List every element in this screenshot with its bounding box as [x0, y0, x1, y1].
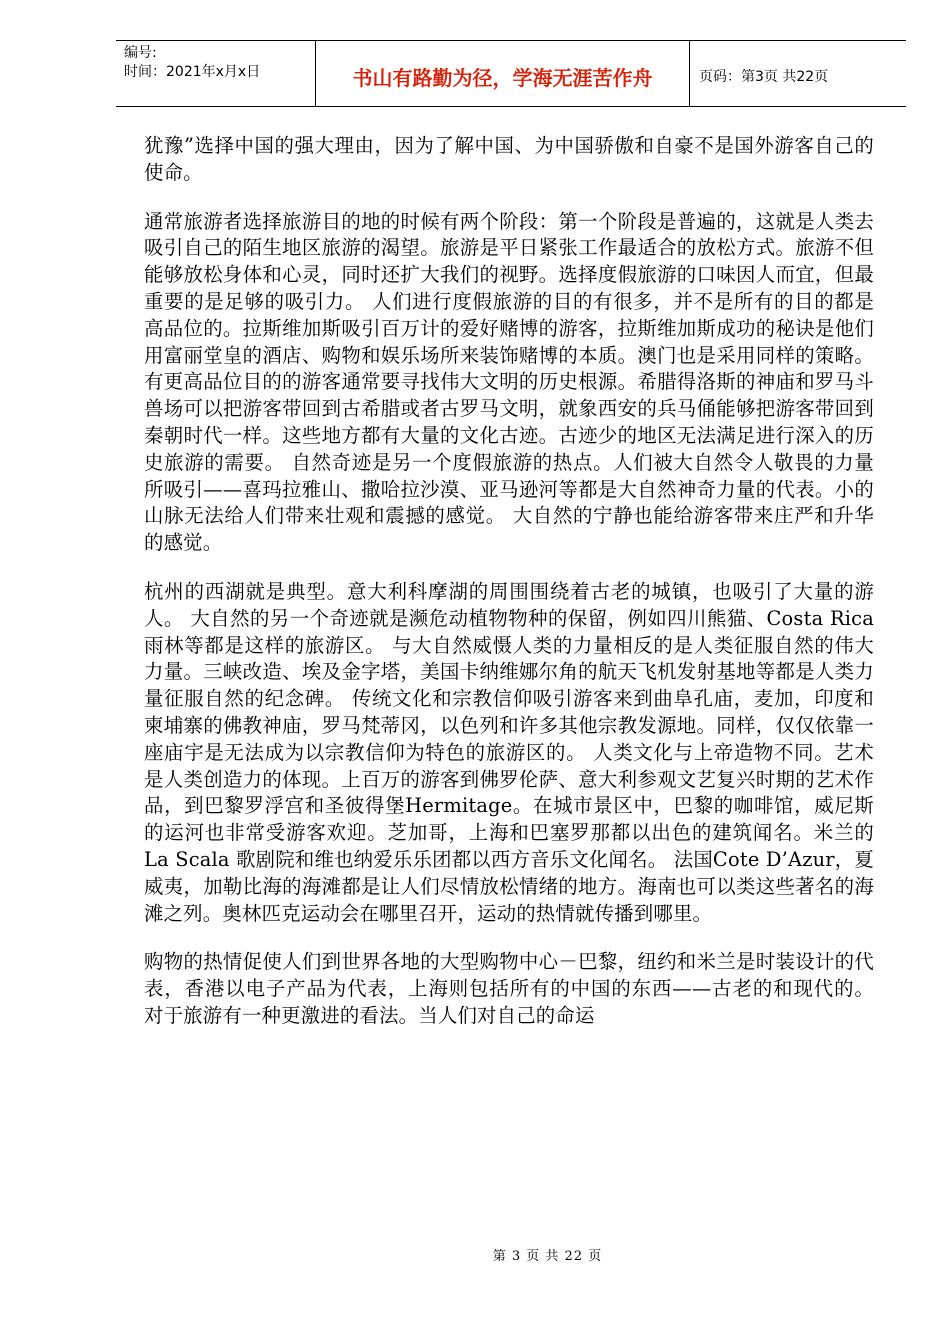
body-paragraph: 通常旅游者选择旅游目的地的时候有两个阶段：第一个阶段是普遍的，这就是人类去吸引自己的陌生地区旅游的渴望。旅游是平日紧张工作最适合的放松方式。旅游不但能够放松身体和心灵，同时还扩大我们的视野。选择度假旅游的口味因人而宜，但最重要的是足够的吸引力。 人们进行度假旅游的目的有很多，并不是所有的目的都是高品位的。拉斯维加斯吸引百万计的爱好赌博的游客，拉斯维加斯成功的秘诀是他们用富丽堂皇的酒店、购物和娱乐场所来装饰赌博的本质。澳门也是采用同样的策略。 有更高品位目的的游客通常要寻找伟大文明的历史根源。希腊得洛斯的神庙和罗马斗兽场可以把游客带回到古希腊或者古罗马文明，就象西安的兵马俑能够把游客带回到秦朝时代一样。这些地方都有大量的文化古迹。古迹少的地区无法满足进行深入的历史旅游的需要。 自然奇迹是另一个度假旅游的热点。人们被大自然令人敬畏的力量所吸引——喜玛拉雅山、撒哈拉沙漠、亚马逊河等都是大自然神奇力量的代表。小的山脉无法给人们带来壮观和震撼的感觉。 大自然的宁静也能给游客带来庄严和升华的感觉。: [144, 209, 874, 555]
body-paragraph: 购物的热情促使人们到世界各地的大型购物中心－巴黎，纽约和米兰是时装设计的代表，香港以电子产品为代表，上海则包括所有的中国的东西——古老的和现代的。 对于旅游有一种更激进的看法。当人们对自己的命运: [144, 950, 874, 1027]
document-number-label: 编号:: [124, 45, 157, 61]
header-motto: 书山有路勤为径，学海无涯苦作舟: [316, 41, 690, 106]
body-paragraph: 杭州的西湖就是典型。意大利科摩湖的周围围绕着古老的城镇，也吸引了大量的游人。 大自然的另一个奇迹就是濒危动植物物种的保留，例如四川熊猫、Costa Rica雨林等都是这样的旅游区。 与大自然威慑人类的力量相反的是人类征服自然的伟大力量。三峡改造、埃及金字塔，美国卡纳维娜尔角的航天飞机发射基地等都是人类力量征服自然的纪念碑。 传统文化和宗教信仰吸引游客来到曲阜孔庙，麦加，印度和柬埔寨的佛教神庙，罗马梵蒂冈，以色列和许多其他宗教发源地。同样，仅仅依靠一座庙宇是无法成为以宗教信仰为特色的旅游区的。 人类文化与上帝造物不同。艺术是人类创造力的体现。上百万的游客到佛罗伦萨、意大利参观文艺复兴时期的艺术作品，到巴黎罗浮宫和圣彼得堡Hermitage。在城市景区中，巴黎的咖啡馆，威尼斯的运河也非常受游客欢迎。芝加哥，上海和巴塞罗那都以出色的建筑闻名。米兰的La Scala 歌剧院和维也纳爱乐乐团都以西方音乐文化闻名。 法国Cote D’Azur，夏威夷，加勒比海的海滩都是让人们尽情放松情绪的地方。海南也可以类这些著名的海滩之列。奥林匹克运动会在哪里召开，运动的热情就传播到哪里。: [144, 579, 874, 925]
header-page-number: 页码：第3页 共22页: [699, 68, 829, 85]
body-paragraph: 犹豫”选择中国的强大理由，因为了解中国、为中国骄傲和自豪不是国外游客自己的使命。: [144, 134, 874, 184]
header-meta-cell: [116, 41, 316, 106]
page-footer: 第 3 页 共 22 页: [492, 1249, 603, 1264]
document-time-label: 时间：2021年x月x日: [124, 64, 261, 80]
document-header: [116, 40, 906, 107]
document-body: [144, 133, 874, 1052]
